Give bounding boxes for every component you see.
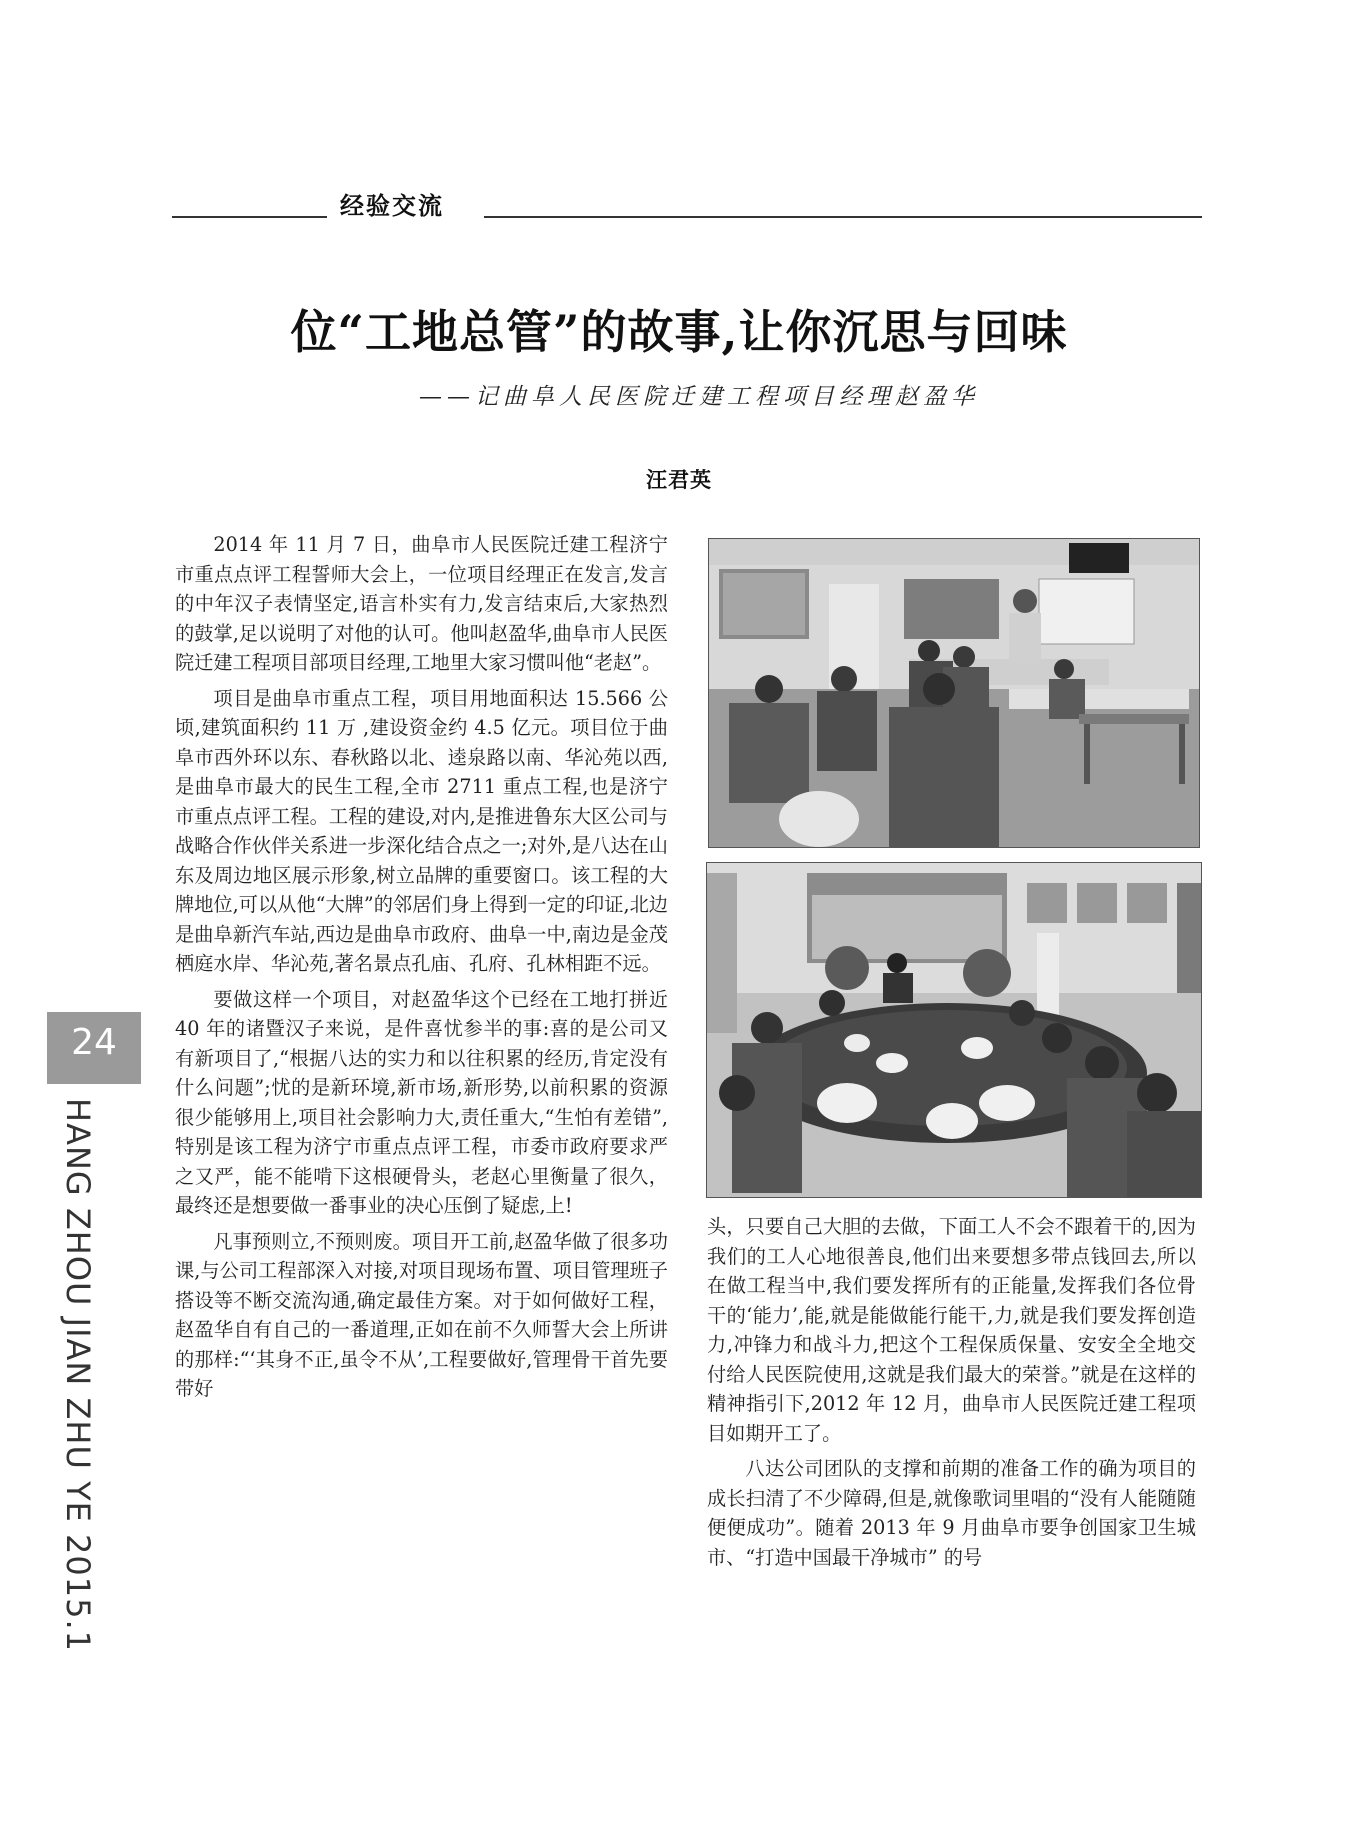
paragraph: 头，只要自己大胆的去做，下面工人不会不跟着干的,因为我们的工人心地很善良,他们出来要想多带点钱回去,所以在做工程当中,我们要发挥所有的正能量,发挥我们各位骨干的‘能力’,能,就是能做能行能干,力,就是我们要发挥创造力,冲锋力和战斗力,把这个工程保质保量、安安全全地交付给人民医院使用,这就是我们最大的荣誉。”就是在这样的精神指引下,2012 年 12 月，曲阜市人民医院迁建工程项目如期开工了。 [707, 1215, 1196, 1445]
paragraph: 要做这样一个项目，对赵盈华这个已经在工地打拼近 40 年的诸暨汉子来说，是件喜忧参半的事:喜的是公司又有新项目了,“根据八达的实力和以往积累的经历,肯定没有什么问题”;忧的是新环境,新市场,新形势,以前积累的资源很少能够用上,项目社会影响力大,责任重大,“生怕有差错”,特别是该工程为济宁市重点点评工程，市委市政府要求严之又严，能不能啃下这根硬骨头，老赵心里衡量了很久，最终还是想要做一番事业的决心压倒了疑虑,上! [175, 987, 668, 1217]
article-subtitle: ——记曲阜人民医院迁建工程项目经理赵盈华 [419, 384, 979, 410]
paragraph: 2014 年 11 月 7 日，曲阜市人民医院迁建工程济宁市重点点评工程誓师大会上，一位项目经理正在发言,发言的中年汉子表情坚定,语言朴实有力,发言结束后,大家热烈的鼓掌,足以说明了对他的认可。他叫赵盈华,曲阜市人民医院迁建工程项目部项目经理,工地里大家习惯叫他“老赵”。 [175, 533, 668, 674]
paragraph: 凡事预则立,不预则废。项目开工前,赵盈华做了很多功课,与公司工程部深入对接,对项目现场布置、项目管理班子搭设等不断交流沟通,确定最佳方案。对于如何做好工程，赵盈华自有自己的一番道理,正如在前不久师誓大会上所讲的那样:“‘其身不正,虽令不从’,工程要做好,管理骨干首先要带好 [175, 1229, 668, 1400]
section-label: 经验交流 [340, 192, 444, 220]
header-rule-left [172, 216, 327, 218]
paragraph: 项目是曲阜市重点工程，项目用地面积达 15.566 公顷,建筑面积约 11 万 ,建设资金约 4.5 亿元。项目位于曲阜市西外环以东、春秋路以北、逵泉路以南、华沁苑以西,是曲阜市最大的民生工程,全市 2711 重点工程,也是济宁市重点点评工程。工程的建设,对内,是推进鲁东大区公司与战略合作伙伴关系进一步深化结合点之一;对外,是八达在山东及周边地区展示形象,树立品牌的重要窗口。该工程的大牌地位,可以从他“大牌”的邻居们身上得到一定的印证,北边是曲阜新汽车站,西边是曲阜市政府、曲阜一中,南边是金茂栖庭水岸、华沁苑,著名景点孔庙、孔府、孔林相距不远。 [175, 686, 668, 975]
journal-name: HANG ZHOU JIAN ZHU YE 2015.1 [59, 1098, 97, 1652]
left-column [175, 530, 668, 1404]
photo-conference-meeting [706, 862, 1202, 1198]
section-header [172, 186, 1202, 220]
article-title: 位“工地总管”的故事,让你沉思与回味 [290, 305, 1068, 359]
paragraph: 八达公司团队的支撑和前期的准备工作的确为项目的成长扫清了不少障碍,但是,就像歌词里唱的“没有人能随随便便成功”。随着 2013 年 9 月曲阜市要争创国家卫生城市、“打造中国最干净城市” 的号 [707, 1457, 1196, 1569]
article-author: 汪君英 [646, 468, 712, 492]
page-number: 24 [71, 1022, 117, 1063]
header-rule-right [484, 216, 1202, 218]
photo-classroom-meeting [708, 538, 1200, 848]
page-number-tab [47, 1012, 141, 1084]
right-column [707, 1212, 1196, 1572]
